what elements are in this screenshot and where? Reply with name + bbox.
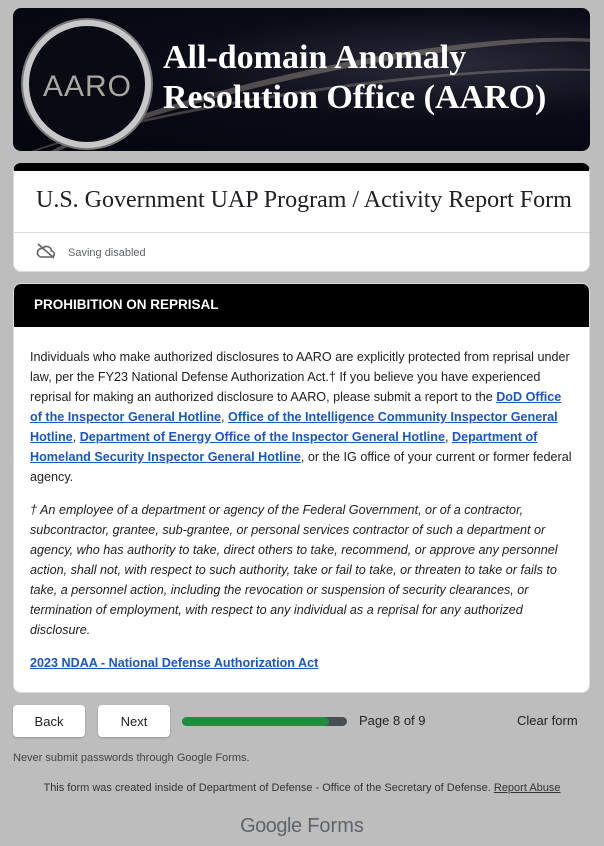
created-text: This form was created inside of Department of Defense - Office of the Secretary of Defense. <box>43 782 491 794</box>
banner-title-line2: Resolution Office (AARO) <box>163 79 547 116</box>
intro-end-text: , or the IG office of your current or former federal agency. <box>30 450 572 484</box>
ic-ig-hotline-link[interactable]: Office of the Intelligence Community Inspector General Hotline <box>30 410 558 444</box>
created-notice <box>0 782 604 794</box>
form-title: U.S. Government UAP Program / Activity Report Form <box>36 187 572 213</box>
password-warning: Never submit passwords through Google Forms. <box>13 752 250 764</box>
brand-google: Google <box>240 815 302 837</box>
saving-status-text: Saving disabled <box>68 246 146 259</box>
clear-form-button[interactable]: Clear form <box>517 713 578 728</box>
header-banner <box>13 8 590 151</box>
intro-paragraph <box>30 347 573 487</box>
dod-ig-hotline-link[interactable]: DoD Office of the Inspector General Hotline <box>30 390 562 424</box>
section-body <box>14 327 589 673</box>
section-heading: PROHIBITION ON REPRISAL <box>14 284 589 327</box>
intro-text: Individuals who make authorized disclosures to AARO are explicitly protected from reprisal under law, per the FY23 National Defense Authorization Act.† If you believe you have experienced reprisal for making an authorized disclosure to AARO, please submit a report to the <box>30 350 570 404</box>
separator: , <box>444 430 452 444</box>
title-card <box>13 163 590 272</box>
separator: , <box>221 410 229 424</box>
dhs-ig-hotline-link[interactable]: Department of Homeland Security Inspector General Hotline <box>30 430 538 464</box>
progress-fill <box>182 717 329 726</box>
banner-title-line1: All-domain Anomaly <box>163 39 467 76</box>
back-button[interactable]: Back <box>13 705 85 737</box>
progress-bar <box>182 717 347 726</box>
aaro-seal-logo <box>23 20 151 148</box>
next-button[interactable]: Next <box>98 705 170 737</box>
report-abuse-link[interactable]: Report Abuse <box>493 782 561 794</box>
footnote: † An employee of a department or agency of the Federal Government, or of a contractor, subcontractor, grantee, sub-grantee, or personal services contractor of such a department or agency, who has authority to take, direct others to take, recommend, or approve any personnel action, shall not, with respect to such authority, take or fail to take, or threaten to take or fails to take, a personnel action, including the revocation or suspension of security clearances, or termination of employment, with respect to any individual as a reprisal for any authorized disclosure. <box>30 503 558 637</box>
section-card <box>13 283 590 693</box>
google-forms-logo[interactable] <box>0 815 604 838</box>
brand-forms: Forms <box>307 815 364 837</box>
banner-title <box>163 38 546 118</box>
doe-ig-hotline-link[interactable]: Department of Energy Office of the Inspector General Hotline <box>79 430 445 444</box>
cloud-off-icon <box>36 243 56 262</box>
page-indicator: Page 8 of 9 <box>359 713 426 728</box>
ndaa-link[interactable]: 2023 NDAA - National Defense Authorization Act <box>30 656 319 670</box>
separator: , <box>72 430 80 444</box>
seal-text: AARO <box>43 70 133 103</box>
saving-status <box>14 233 589 262</box>
